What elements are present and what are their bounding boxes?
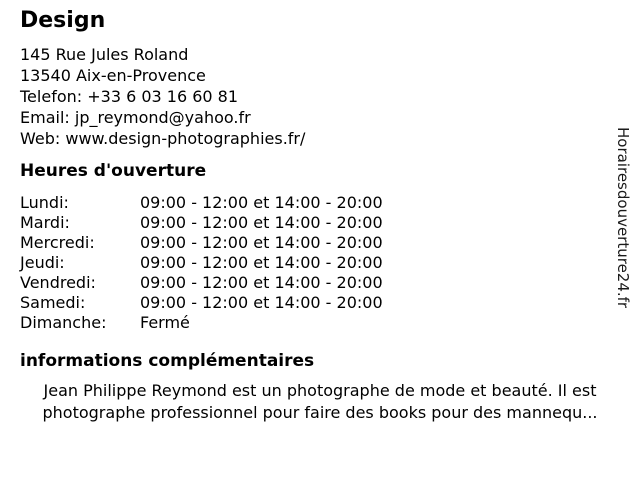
hours-row-tuesday bbox=[20, 213, 383, 233]
opening-hours-heading: Heures d'ouverture bbox=[20, 161, 207, 181]
info-text-line-1: Jean Philippe Reymond est un photographe de mode et beauté. Il est bbox=[43, 381, 597, 400]
address-city: 13540 Aix-en-Provence bbox=[20, 66, 206, 85]
additional-info-heading: informations complémentaires bbox=[20, 351, 315, 371]
hours-time-value: 09:00 - 12:00 et 14:00 - 20:00 bbox=[140, 233, 383, 252]
hours-time-value: 09:00 - 12:00 et 14:00 - 20:00 bbox=[140, 253, 383, 272]
site-brand-vertical-label: Horairesdouverture24.fr bbox=[614, 127, 632, 309]
hours-day-label: Mercredi: bbox=[20, 233, 95, 252]
hours-day-label: Vendredi: bbox=[20, 273, 96, 292]
hours-day-label: Jeudi: bbox=[20, 253, 65, 272]
hours-row-saturday bbox=[20, 293, 383, 313]
hours-time-value: 09:00 - 12:00 et 14:00 - 20:00 bbox=[140, 293, 383, 312]
hours-time-value: 09:00 - 12:00 et 14:00 - 20:00 bbox=[140, 213, 383, 232]
hours-time-value: 09:00 - 12:00 et 14:00 - 20:00 bbox=[140, 193, 383, 212]
hours-day-label: Dimanche: bbox=[20, 313, 107, 332]
additional-info-text bbox=[3, 380, 637, 424]
phone-line: Telefon: +33 6 03 16 60 81 bbox=[20, 87, 239, 106]
hours-day-label: Lundi: bbox=[20, 193, 69, 212]
address-street: 145 Rue Jules Roland bbox=[20, 45, 189, 64]
website-line: Web: www.design-photographies.fr/ bbox=[20, 129, 306, 148]
hours-row-friday bbox=[20, 273, 383, 293]
hours-time-value: Fermé bbox=[140, 313, 190, 332]
hours-row-monday bbox=[20, 193, 383, 213]
hours-day-label: Samedi: bbox=[20, 293, 86, 312]
info-text-line-2: photographe professionnel pour faire des books pour des mannequ... bbox=[42, 403, 598, 422]
opening-hours-table bbox=[20, 193, 383, 333]
contact-block bbox=[20, 44, 305, 149]
hours-time-value: 09:00 - 12:00 et 14:00 - 20:00 bbox=[140, 273, 383, 292]
hours-row-wednesday bbox=[20, 233, 383, 253]
email-line: Email: jp_reymond@yahoo.fr bbox=[20, 108, 251, 127]
hours-day-label: Mardi: bbox=[20, 213, 70, 232]
page-title: Design bbox=[20, 8, 106, 33]
hours-row-thursday bbox=[20, 253, 383, 273]
hours-row-sunday bbox=[20, 313, 383, 333]
